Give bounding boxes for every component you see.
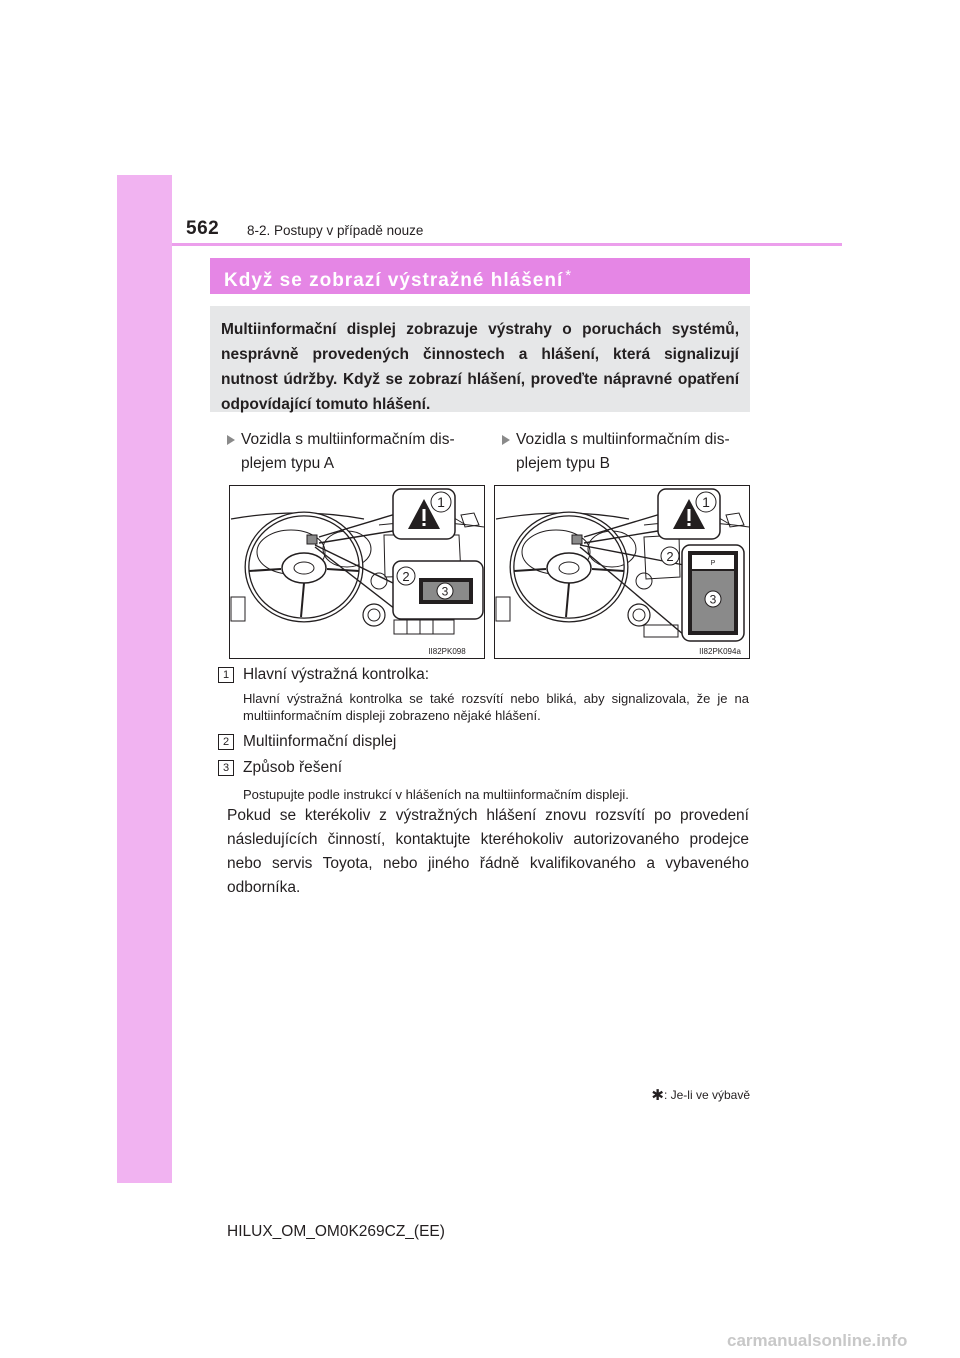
item-number-2: 2 [218,734,234,750]
callout-3: 3 [709,592,717,607]
watermark: carmanualsonline.info [727,1331,908,1350]
side-tab-strip [117,175,172,1183]
intro-box [210,306,750,412]
triangle-bullet-icon [227,435,235,445]
footnote [608,1086,750,1104]
figure-code-a: II82PK098 [428,647,466,656]
callout-2: 2 [666,549,674,564]
callout-1: 1 [702,494,710,510]
variant-b-heading [502,428,742,476]
variant-a-label: Vozidla s multiinformačním dis-plejem typu A [241,431,455,472]
intro-text: Multiinformační displej zobrazuje výstrahy o poruchách systémů, nesprávně provedených činnostech a hlášení, která signalizují nutnost údržby. Když se zobrazí hlášení, proveďte nápravné opatření odpovídající tomuto hlášení. [221,321,739,413]
section-heading: 8-2. Postupy v případě nouze [247,223,424,238]
dashboard-b-drawing [494,485,750,659]
callout-3: 3 [441,584,449,599]
optional-equipment-asterisk: * [565,267,573,284]
callout-1: 1 [437,494,445,510]
item-desc-1: Hlavní výstražná kontrolka se také rozsvítí nebo bliká, aby signalizovala, že je na multiinformačním displeji zobrazeno nějaké hlášení. [243,691,749,723]
callout-2: 2 [402,569,410,584]
footnote-text: : Je-li ve výbavě [663,1088,750,1102]
dashboard-a-drawing [229,485,485,659]
figure-code-b: II82PK094a [699,647,741,656]
dashboard-illustration-b [494,485,750,659]
header-divider [172,243,842,246]
triangle-bullet-icon [502,435,510,445]
body-paragraph: Pokud se kterékoliv z výstražných hlášení znovu rozsvítí po provedení následujících činností, kontaktujte kteréhokoliv autorizovaného prodejce nebo servis Toyota, nebo jiného řádně kvalifikovaného a vybaveného odborníka. [227,807,749,896]
item-desc-3: Postupujte podle instrukcí v hlášeních na multiinformačním displeji. [243,787,629,802]
item-number-3: 3 [218,760,234,776]
page-number: 562 [186,218,220,239]
svg-text:P: P [710,560,716,567]
item-label-3: Způsob řešení [243,759,343,776]
page-title [210,258,750,294]
item-number-1: 1 [218,667,234,683]
item-label-1: Hlavní výstražná kontrolka: [243,666,430,683]
document-code: HILUX_OM_OM0K269CZ_(EE) [227,1223,445,1240]
page-title-text: Když se zobrazí výstražné hlášení [224,270,564,291]
variant-a-heading [227,428,467,476]
asterisk-icon: ✱ [651,1087,664,1104]
variant-b-label: Vozidla s multiinformačním dis-plejem typu B [516,431,730,472]
item-label-2: Multiinformační displej [243,733,397,750]
dashboard-illustration-a [229,485,485,659]
